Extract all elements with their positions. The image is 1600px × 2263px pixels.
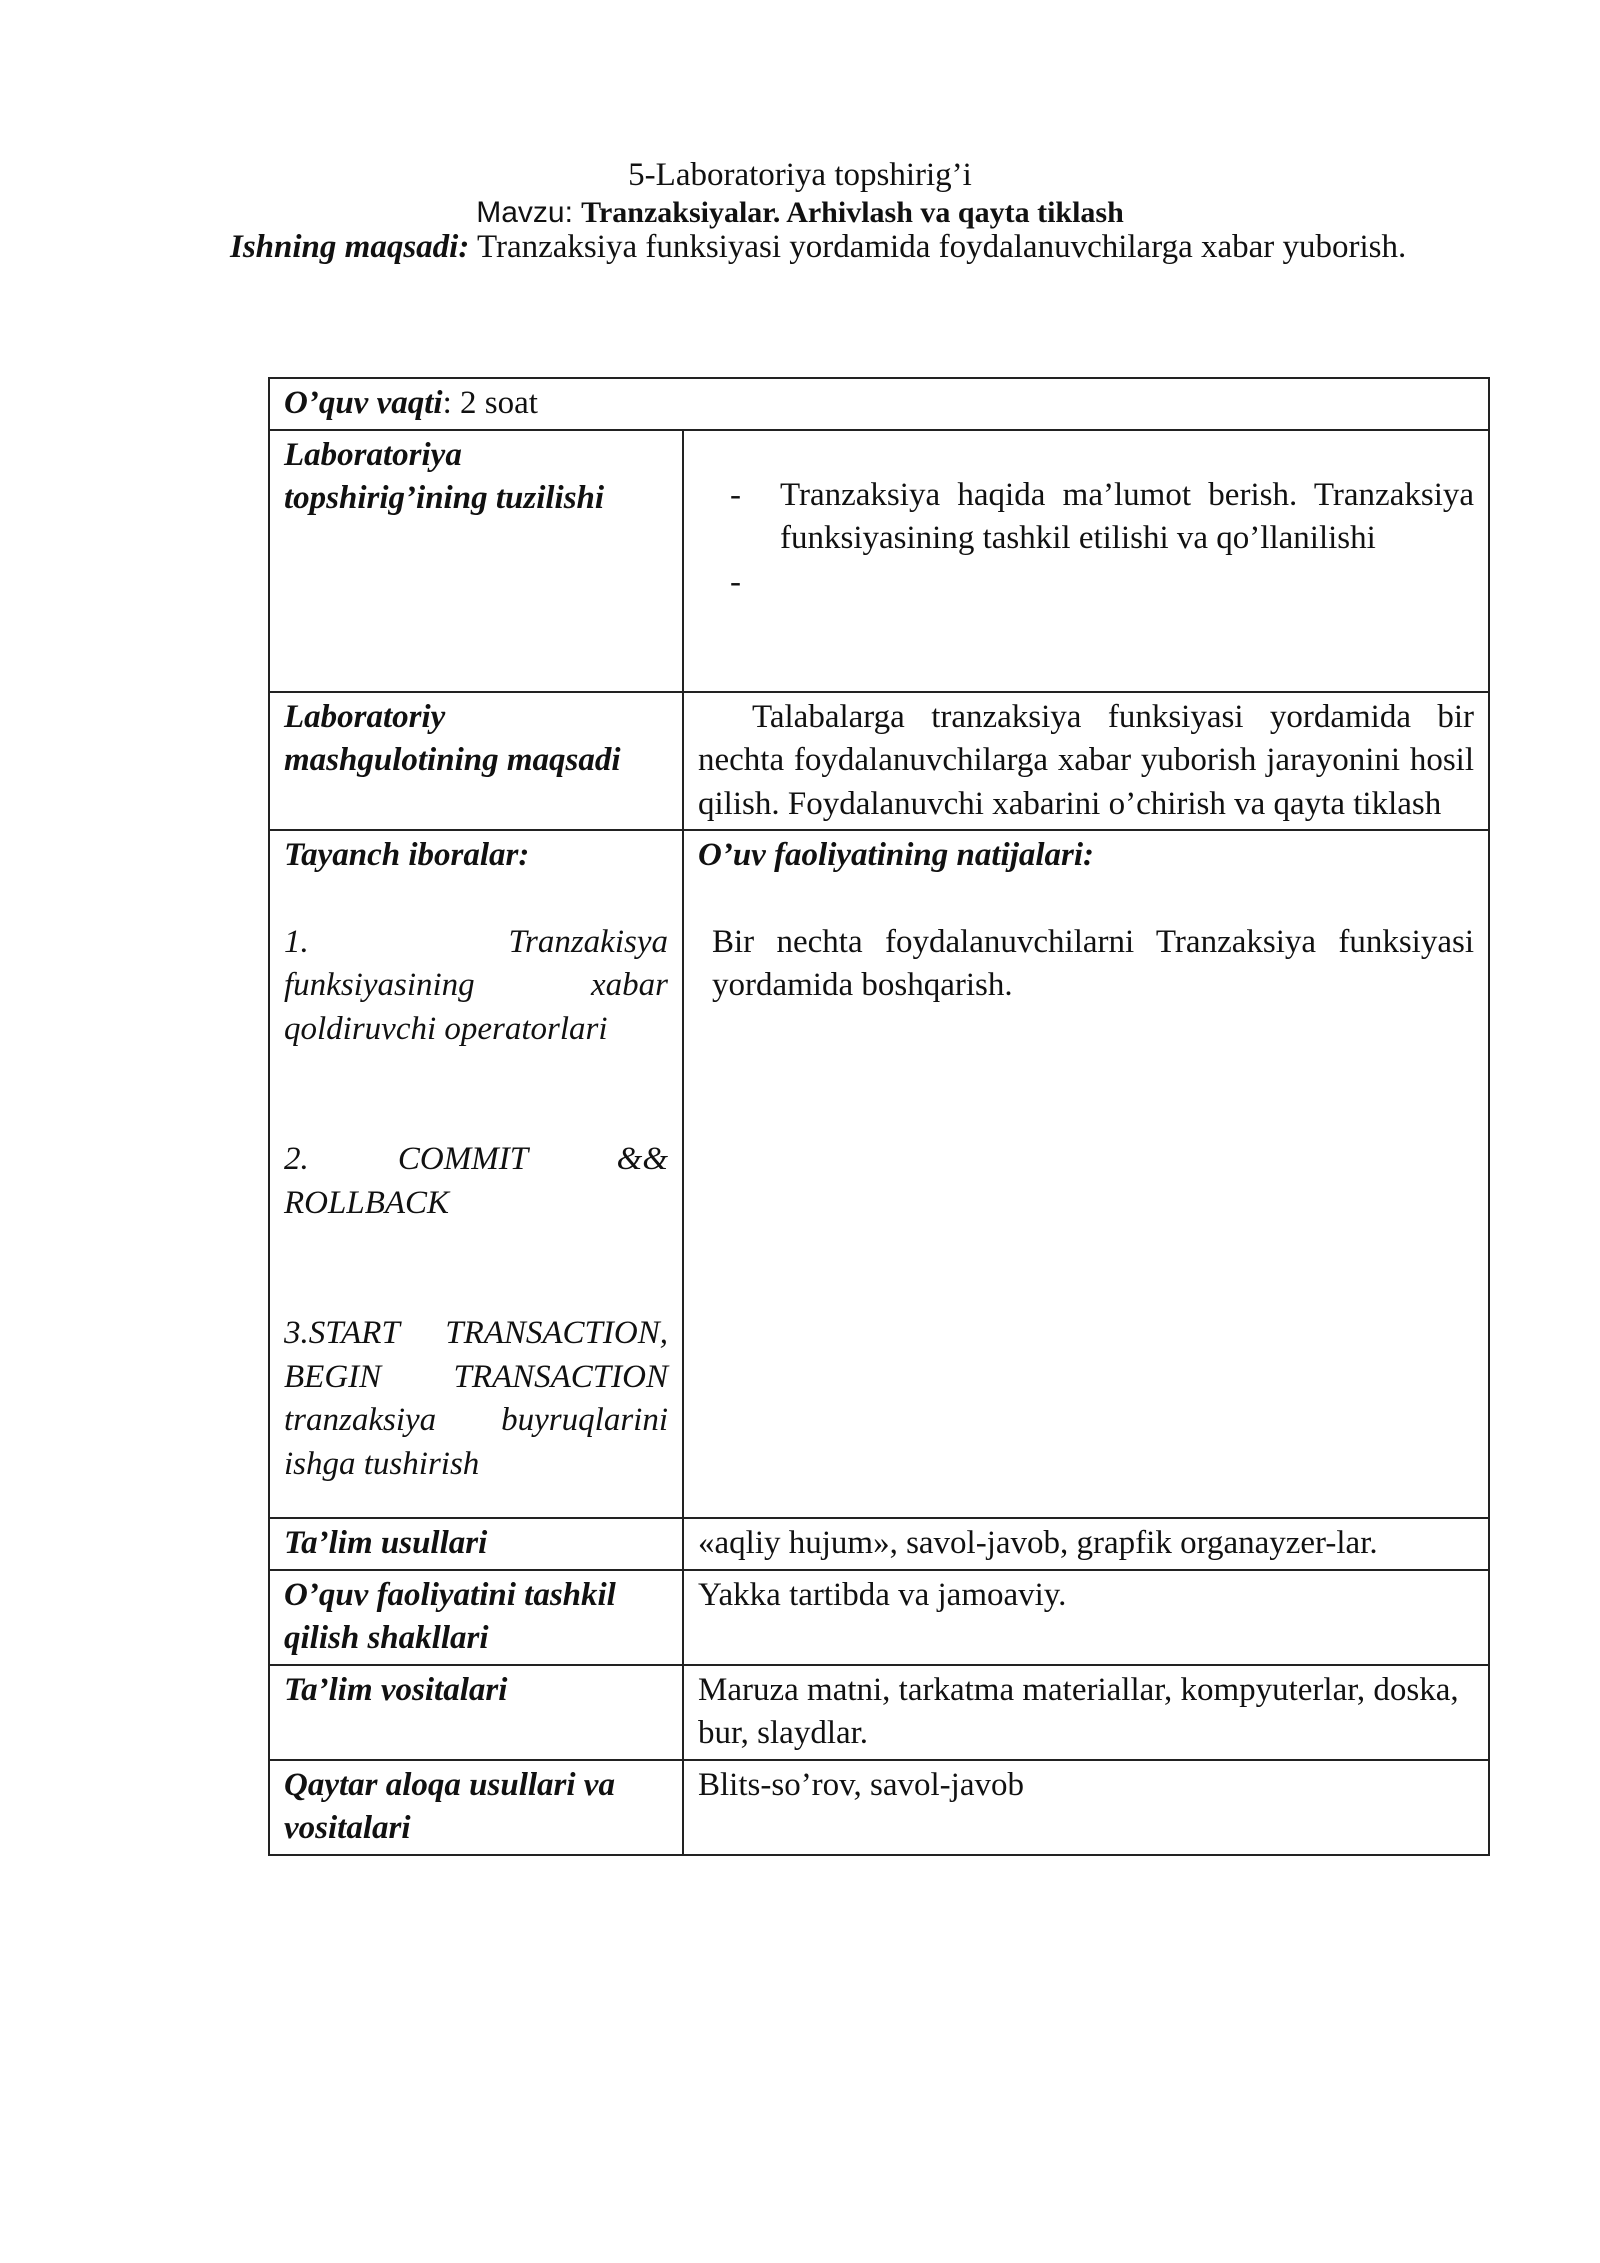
structure-content xyxy=(683,430,1489,692)
row-forms xyxy=(269,1570,1489,1665)
results-label: O’uv faoliyatining natijalari: xyxy=(698,837,1095,873)
keyword-item-2: 2. COMMIT && ROLLBACK xyxy=(284,1141,668,1221)
purpose-label: Laboratoriy mashgulotining maqsadi xyxy=(269,692,683,831)
row-purpose xyxy=(269,692,1489,831)
structure-label: Laboratoriya topshirig’ining tuzilishi xyxy=(269,430,683,692)
keyword-item-1: 1. Tranzakisya funksiyasining xabar qoldiruvchi operatorlari xyxy=(284,923,668,1047)
tools-text: Maruza matni, tarkatma materiallar, kompyuterlar, doska, bur, slaydlar. xyxy=(683,1665,1489,1760)
structure-list xyxy=(698,474,1474,561)
study-time-cell xyxy=(269,378,1489,430)
forms-label: O’quv faoliyatini tashkil qilish shakllari xyxy=(269,1570,683,1665)
keywords-cell xyxy=(269,830,683,1518)
row-study-time xyxy=(269,378,1489,430)
document-subject xyxy=(0,193,1600,232)
tools-label: Ta’lim vositalari xyxy=(269,1665,683,1760)
forms-text: Yakka tartibda va jamoaviy. xyxy=(683,1570,1489,1665)
subject-label: Mavzu: xyxy=(476,196,573,229)
methods-label: Ta’lim usullari xyxy=(269,1518,683,1570)
study-time-value: : 2 soat xyxy=(442,385,538,421)
results-cell xyxy=(683,830,1489,1518)
feedback-text: Blits-so’rov, savol-javob xyxy=(683,1760,1489,1855)
row-structure xyxy=(269,430,1489,692)
study-time-label: O’quv vaqti xyxy=(284,385,443,421)
methods-text: «aqliy hujum», savol-javob, grapfik organayzer-lar. xyxy=(683,1518,1489,1570)
purpose-text: Talabalarga tranzaksiya funksiyasi yordamida bir nechta foydalanuvchilarga xabar yuborish jarayonini hosil qilish. Foydalanuvchi xabarini o’chirish va qayta tiklash xyxy=(683,692,1489,831)
row-feedback xyxy=(269,1760,1489,1855)
feedback-label: Qaytar aloqa usullari va vositalari xyxy=(269,1760,683,1855)
structure-item: - Tranzaksiya haqida ma’lumot berish. Tranzaksiya funksiyasining tashkil etilishi va qo’llanilishi xyxy=(780,474,1474,561)
row-methods xyxy=(269,1518,1489,1570)
goal-label: Ishning maqsadi: xyxy=(230,229,470,265)
keyword-item-3: 3.START TRANSACTION, BEGIN TRANSACTION tranzaksiya buyruqlarini ishga tushirish xyxy=(284,1315,668,1482)
document-title: 5-Laboratoriya topshirig’i xyxy=(628,157,972,193)
subject-value: Tranzaksiyalar. Arhivlash va qayta tiklash xyxy=(581,196,1124,229)
goal-text: Tranzaksiya funksiyasi yordamida foydalanuvchilarga xabar yuborish. xyxy=(477,229,1407,265)
results-text: Bir nechta foydalanuvchilarni Tranzaksiya funksiyasi yordamida boshqarish. xyxy=(712,923,1475,1003)
row-keywords-results xyxy=(269,830,1489,1518)
row-tools xyxy=(269,1665,1489,1760)
lesson-plan-table xyxy=(268,377,1490,1856)
document-goal xyxy=(230,228,1492,266)
keywords-label: Tayanch iboralar: xyxy=(284,837,530,873)
